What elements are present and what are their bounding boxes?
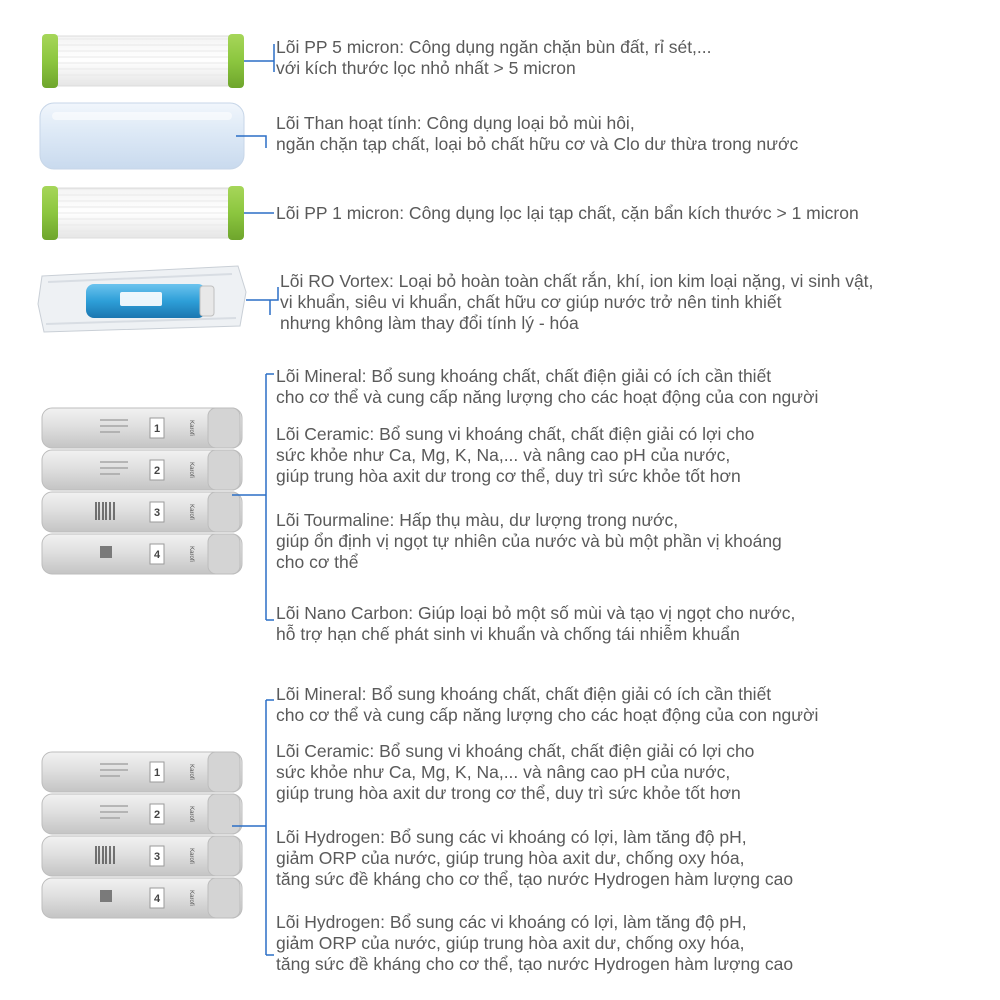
- brand-label: Karofi: [188, 504, 194, 520]
- cartridge-number: 4: [153, 549, 161, 561]
- description-line: với kích thước lọc nhỏ nhất > 5 micron: [276, 58, 576, 78]
- group2-description-hydrogen-1: [276, 827, 793, 890]
- description-line: giảm ORP của nước, giúp trung hòa axit dư, chống oxy hóa,: [276, 933, 745, 953]
- group1-description-ceramic: [276, 424, 754, 487]
- description-line: cho cơ thể và cung cấp năng lượng cho các hoạt động của con người: [276, 705, 819, 725]
- group2-description-ceramic: [276, 741, 754, 804]
- group1-description-tourmaline: [276, 510, 782, 573]
- group1-description-mineral: [276, 366, 818, 408]
- group2-description-hydrogen-2: [276, 912, 793, 975]
- description-line: Lõi PP 5 micron: Công dụng ngăn chặn bùn đất, rỉ sét,...: [276, 37, 712, 57]
- brand-label: Karofi: [188, 764, 194, 780]
- carbon-cartridge-image: [40, 103, 244, 169]
- cartridge-number: 1: [153, 423, 161, 435]
- description-line: Lõi Mineral: Bổ sung khoáng chất, chất điện giải có ích cần thiết: [276, 366, 772, 386]
- description-line: giảm ORP của nước, giúp trung hòa axit dư, chống oxy hóa,: [276, 848, 745, 868]
- group1-cartridges-image: [42, 408, 242, 574]
- group1-description-nano-carbon: [276, 603, 795, 645]
- description-line: tăng sức đề kháng cho cơ thể, tạo nước Hydrogen hàm lượng cao: [276, 869, 794, 889]
- description-line: cho cơ thể và cung cấp năng lượng cho các hoạt động của con người: [276, 387, 819, 407]
- description-line: hỗ trợ hạn chế phát sinh vi khuẩn và chống tái nhiễm khuẩn: [276, 624, 740, 644]
- cartridge-number: 3: [153, 851, 161, 863]
- description-line: tăng sức đề kháng cho cơ thể, tạo nước Hydrogen hàm lượng cao: [276, 954, 794, 974]
- brand-label: Karofi: [188, 546, 194, 562]
- cartridge-number: 4: [153, 893, 161, 905]
- group2-description-mineral: [276, 684, 818, 726]
- description-line: giúp trung hòa axit dư trong cơ thể, duy trì sức khỏe tốt hơn: [276, 783, 741, 803]
- brand-label: Karofi: [188, 806, 194, 822]
- pp1-cartridge-image: [42, 186, 244, 240]
- description-line: Lõi Ceramic: Bổ sung vi khoáng chất, chất điện giải có lợi cho: [276, 424, 755, 444]
- cartridge-number: 1: [153, 767, 161, 779]
- cartridge-number: 2: [153, 809, 161, 821]
- description-line: sức khỏe như Ca, Mg, K, Na,... và nâng cao pH của nước,: [276, 762, 731, 782]
- description-line: Lõi Tourmaline: Hấp thụ màu, dư lượng trong nước,: [276, 510, 679, 530]
- description-line: cho cơ thể: [276, 552, 359, 572]
- brand-label: Karofi: [188, 890, 194, 906]
- description-line: Lõi Nano Carbon: Giúp loại bỏ một số mùi và tạo vị ngọt cho nước,: [276, 603, 796, 623]
- group2-cartridges-image: [42, 752, 242, 918]
- filter-description-pp1: [276, 203, 859, 224]
- description-line: Lõi Ceramic: Bổ sung vi khoáng chất, chất điện giải có lợi cho: [276, 741, 755, 761]
- brand-label: Karofi: [188, 420, 194, 436]
- ro-membrane-image: [38, 266, 246, 332]
- description-line: Lõi PP 1 micron: Công dụng lọc lại tạp chất, cặn bẩn kích thước > 1 micron: [276, 203, 859, 223]
- description-line: Lõi Mineral: Bổ sung khoáng chất, chất điện giải có ích cần thiết: [276, 684, 772, 704]
- description-line: sức khỏe như Ca, Mg, K, Na,... và nâng cao pH của nước,: [276, 445, 731, 465]
- description-line: giúp ổn định vị ngọt tự nhiên của nước và bù một phần vị khoáng: [276, 531, 782, 551]
- cartridge-number: 2: [153, 465, 161, 477]
- pp5-cartridge-image: [42, 34, 244, 88]
- description-line: nhưng không làm thay đổi tính lý - hóa: [280, 313, 579, 333]
- brand-label: Karofi: [188, 848, 194, 864]
- description-line: Lõi Hydrogen: Bổ sung các vi khoáng có lợi, làm tăng độ pH,: [276, 827, 747, 847]
- description-line: Lõi RO Vortex: Loại bỏ hoàn toàn chất rắn, khí, ion kim loại nặng, vi sinh vật,: [280, 271, 874, 291]
- description-line: giúp trung hòa axit dư trong cơ thể, duy trì sức khỏe tốt hơn: [276, 466, 741, 486]
- description-line: ngăn chặn tạp chất, loại bỏ chất hữu cơ và Clo dư thừa trong nước: [276, 134, 799, 154]
- description-line: Lõi Than hoạt tính: Công dụng loại bỏ mùi hôi,: [276, 113, 635, 133]
- filter-description-carbon: [276, 113, 798, 155]
- brand-label: Karofi: [188, 462, 194, 478]
- cartridge-number: 3: [153, 507, 161, 519]
- description-line: vi khuẩn, siêu vi khuẩn, chất hữu cơ giúp nước trở nên tinh khiết: [280, 292, 782, 312]
- description-line: Lõi Hydrogen: Bổ sung các vi khoáng có lợi, làm tăng độ pH,: [276, 912, 747, 932]
- filter-description-pp5: [276, 37, 712, 79]
- filter-description-ro: [280, 271, 873, 334]
